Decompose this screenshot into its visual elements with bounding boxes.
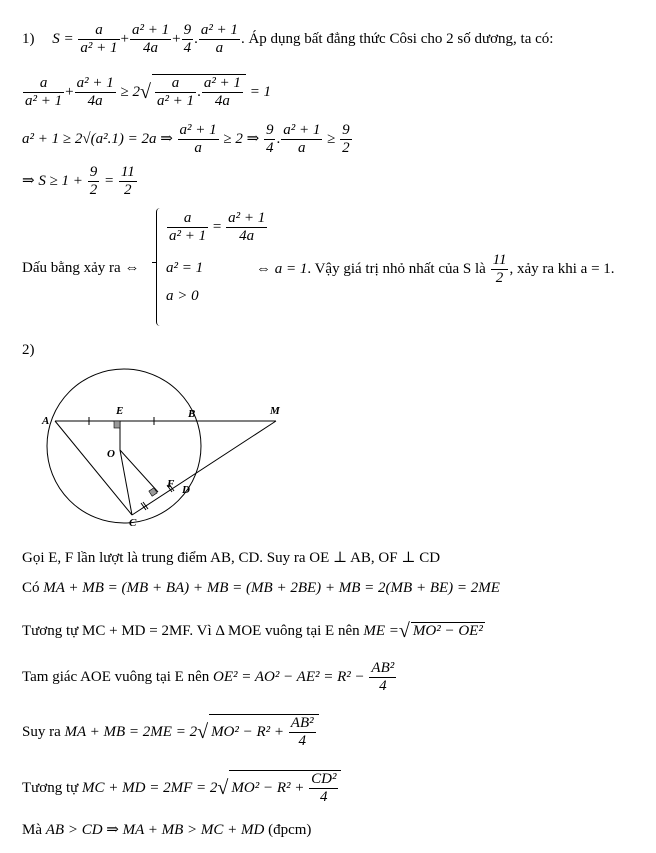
p2-line3: Tương tự MC + MD = 2MF. Vì Δ MOE vuông tại E nên ME =√ MO² − OE² bbox=[22, 620, 483, 642]
system-eq2: a² = 1 bbox=[166, 260, 204, 276]
right-angle-E bbox=[114, 421, 120, 428]
intro-text: . Áp dụng bất đẳng thức Côsi cho 2 số dương, ta có: bbox=[240, 30, 554, 47]
circle-O bbox=[47, 369, 201, 523]
part1-line1: 1) S = $\frac{a}{\text{a² + 1}}$ + $\frac{\text{a² + 1}}{4a}$ + $\frac{9}{4}$ . $\frac{\text{a² + 1}}{a}$ . Áp dụng bất đẳng thức Côsi cho 2 số dương, ta có: bbox=[22, 22, 554, 56]
label-O: O bbox=[107, 448, 115, 460]
term4-fraction: $\frac{\text{a² + 1}}{a}$ bbox=[200, 22, 238, 56]
line-OF bbox=[120, 450, 158, 492]
label-C: C bbox=[129, 517, 137, 529]
system-eq1: $\frac{a}{\text{a² + 1}}$ = $\frac{\text{a² + 1}}{4a}$ bbox=[169, 210, 266, 244]
p2-line1: Gọi E, F lần lượt là trung điểm AB, CD. Suy ra OE ⊥ AB, OF ⊥ CD bbox=[22, 550, 441, 566]
cauchy-frac1: $\frac{a}{\text{a² + 1}}$ bbox=[25, 75, 63, 109]
line-OC bbox=[120, 450, 132, 515]
equality-conclusion: ⇔ a = 1. Vậy giá trị nhỏ nhất của S là $\frac{11}{2}$ , xảy ra khi a = 1. bbox=[256, 252, 615, 286]
label-D: D bbox=[182, 484, 190, 496]
cauchy-line: $\frac{a}{\text{a² + 1}}$ + $\frac{\text{a² + 1}}{4a}$ ≥ 2√ $\frac{a}{\text{a² + 1}}$ . $\frac{\text{a² + 1}}{4a}$ = 1 bbox=[25, 75, 272, 109]
label-F: F bbox=[167, 478, 175, 490]
line4: ⇒ S ≥ 1 + $\frac{9}{2}$ = $\frac{11}{2}$ bbox=[22, 164, 135, 198]
s-lhs: S = bbox=[52, 30, 74, 47]
p2-line4: Tam giác AOE vuông tại E nên OE² = AO² − AE² = R² − $\frac{\text{AB²}}{4}$ bbox=[22, 660, 395, 694]
line3: a² + 1 ≥ 2√(a².1) = 2a ⇒ $\frac{\text{a² + 1}}{a}$ ≥ 2 ⇒ $\frac{9}{4}$ . $\frac{\text{a² + 1}}{a}$ ≥ $\frac{9}{2}$ bbox=[22, 122, 350, 156]
label-B: B bbox=[188, 408, 196, 420]
label-E: E bbox=[116, 405, 124, 417]
system-eq3: a > 0 bbox=[166, 288, 199, 304]
cauchy-sqrt: $\frac{a}{\text{a² + 1}}$ . $\frac{\text{a² + 1}}{4a}$ bbox=[152, 74, 246, 110]
part2-label: 2) bbox=[22, 342, 35, 358]
line-MC bbox=[132, 421, 276, 515]
cauchy-rhs: = 1 bbox=[249, 83, 272, 100]
p2-line2: Có MA + MB = (MB + BA) + MB = (MB + 2BE) + MB = 2(MB + BE) = 2ME bbox=[22, 580, 500, 596]
term1-fraction: $\frac{a}{\text{a² + 1}}$ bbox=[80, 22, 118, 56]
part1-label: 1) bbox=[22, 30, 35, 47]
cauchy-frac2: $\frac{\text{a² + 1}}{4a}$ bbox=[76, 75, 114, 109]
label-M: M bbox=[270, 405, 280, 417]
p2-line7: Mà AB > CD ⇒ MA + MB > MC + MD (đpcm) bbox=[22, 822, 312, 838]
term2-fraction: $\frac{\text{a² + 1}}{4a}$ bbox=[131, 22, 170, 56]
term3-fraction: $\frac{9}{4}$ bbox=[183, 22, 192, 56]
p2-line6: Tương tự MC + MD = 2MF = 2√ MO² − R² + $\frac{\text{CD²}}{4}$ bbox=[22, 770, 341, 806]
label-A: A bbox=[42, 415, 50, 427]
equality-prefix: Dấu bằng xảy ra ⇔ bbox=[22, 260, 140, 276]
p2-line5: Suy ra MA + MB = 2ME = 2√ MO² − R² + $\frac{\text{AB²}}{4}$ bbox=[22, 714, 319, 750]
